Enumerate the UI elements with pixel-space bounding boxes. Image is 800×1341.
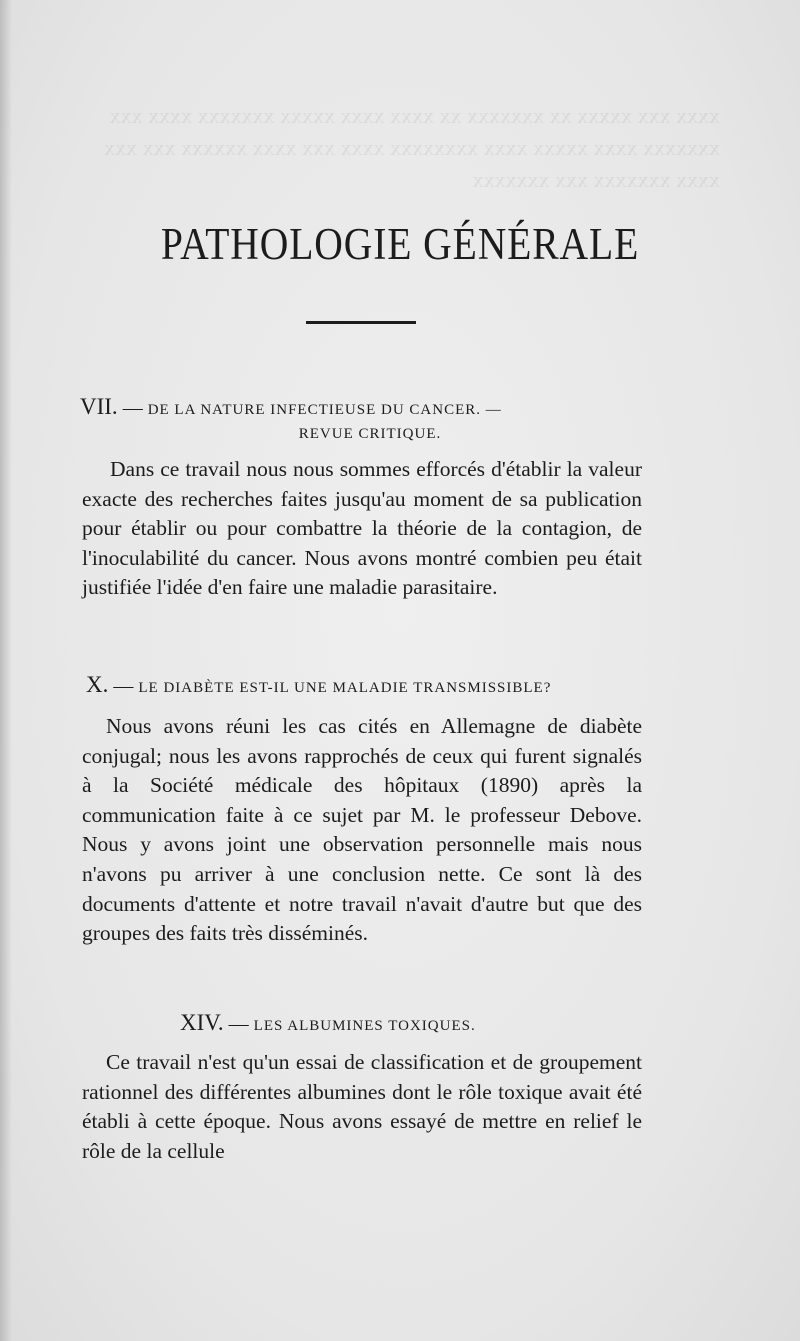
section-subtitle: REVUE CRITIQUE.	[298, 426, 442, 442]
page-edge-shadow	[0, 0, 12, 1341]
bleed-through-texture: xxxx xxx xxxxx xx xxxxxxx xx xxxx xxxx xxxxx xxxxxxx xxxx xxx xxxxxxx xxxx xxxxx xxxx xxxxxxxx xxxx xxx xxxx xxxxxx xxx xxx xxxx xxxxxxx xxx xxxxxxx	[98, 103, 720, 192]
section-body: Ce travail n'est qu'un essai de classification et de groupement rationnel des différentes albumines dont le rôle toxique avait été établi à cette époque. Nous avons essayé de mettre en relief le rôle de la cellule	[82, 1050, 642, 1163]
section-dash: —	[228, 1013, 249, 1035]
section-heading	[86, 672, 726, 698]
section-number: VII.	[80, 394, 118, 419]
page-title: PATHOLOGIE GÉNÉRALE	[160, 219, 640, 269]
section-number: X.	[86, 672, 109, 697]
section-heading	[180, 1010, 800, 1036]
title-divider	[306, 321, 416, 324]
section-body: Nous avons réuni les cas cités en Allemagne de diabète conjugal; nous les avons rapprochés de ceux qui furent signalés à la Société médicale des hôpitaux (1890) après la communication faite à ce sujet par M. le professeur Debove. Nous y avons joint une observation personnelle mais nous n'avons pu arriver à une conclusion nette. Ce sont là des documents d'attente et notre travail n'avait d'autre but que des groupes des faits très disséminés.	[82, 714, 642, 946]
section-title: LES ALBUMINES TOXIQUES.	[253, 1018, 476, 1034]
section-heading	[80, 394, 720, 420]
section-dash: —	[122, 397, 143, 419]
section-number: XIV.	[180, 1010, 224, 1035]
section-body: Dans ce travail nous nous sommes efforcés d'établir la valeur exacte des recherches faites jusqu'au moment de sa publication pour établir ou pour combattre la théorie de la contagion, de l'inoculabilité du cancer. Nous avons montré combien peu était justifiée l'idée d'en faire une maladie parasitaire.	[82, 457, 642, 600]
section-dash: —	[113, 675, 134, 697]
section-title: DE LA NATURE INFECTIEUSE DU CANCER. —	[147, 402, 502, 418]
section-title: LE DIABÈTE EST-IL UNE MALADIE TRANSMISSIBLE?	[138, 680, 552, 696]
